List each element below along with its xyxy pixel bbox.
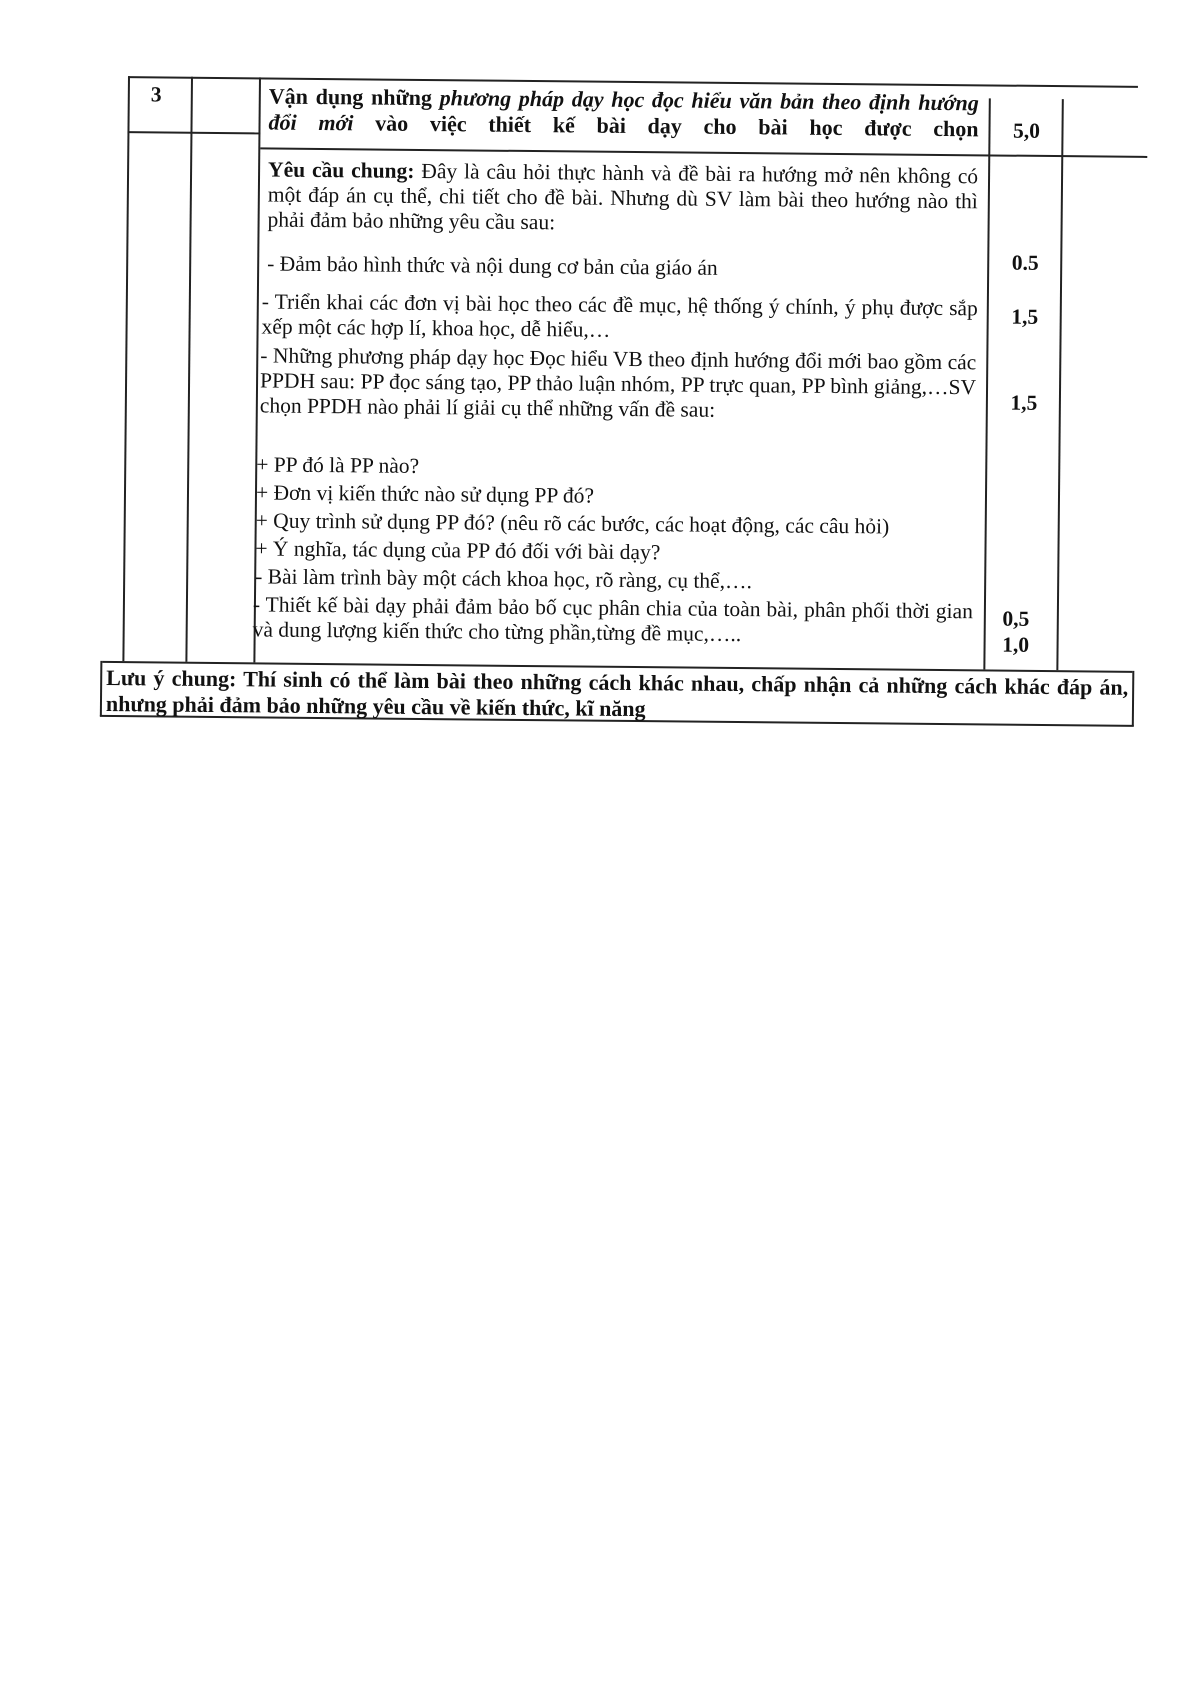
row-divider-left <box>127 131 260 134</box>
criterion-3-score: 1,5 <box>1010 390 1038 415</box>
final-criterion: - Thiết kế bài dạy phải đảm bảo bố cục phân chia của toàn bài, phân phối thời gian và dung lượng kiến thức cho từng phần,từng đề mục,….. <box>252 592 974 647</box>
criterion-2: - Triển khai các đơn vị bài học theo các đề mục, hệ thống ý chính, ý phụ được sắp xếp một các hợp lí, khoa học, dễ hiểu,… <box>261 289 978 342</box>
sub-item-2: + Đơn vị kiến thức nào sử dụng PP đó? <box>255 480 595 508</box>
col-divider-score <box>983 98 990 669</box>
final-score-1: 0,5 <box>1002 606 1030 631</box>
border-right <box>1056 99 1063 670</box>
criterion-2-score: 1,5 <box>1011 304 1039 329</box>
col-divider-1 <box>185 77 192 662</box>
general-note: Lưu ý chung: Thí sinh có thể làm bài theo những cách khác nhau, chấp nhận cả những cách khác đáp án, nhưng phải đảm bảo những yêu cầu về kiến thức, kĩ năng <box>105 664 1129 722</box>
sub-item-5: - Bài làm trình bày một cách khoa học, rõ ràng, cụ thể,…. <box>255 564 753 594</box>
sub-item-1: + PP đó là PP nào? <box>256 452 420 478</box>
row-divider-main <box>260 147 1147 157</box>
sub-item-3: + Quy trình sử dụng PP đó? (nêu rõ các bước, các hoạt động, các câu hỏi) <box>255 508 890 539</box>
total-score: 5,0 <box>1012 118 1041 143</box>
criterion-1-score: 0.5 <box>1011 250 1039 275</box>
general-requirement: Yêu cầu chung: Đây là câu hỏi thực hành và đề bài ra hướng mở nên không có một đáp án cụ thể, chi tiết cho đề bài. Nhưng dù SV làm bài theo hướng nào thì phải đảm bảo những yêu cầu sau: <box>267 157 979 235</box>
sub-item-4: + Ý nghĩa, tác dụng của PP đó đối với bài dạy? <box>255 536 661 565</box>
note-border-right <box>1132 671 1134 726</box>
answer-table <box>105 76 1129 776</box>
criterion-3: - Những phương pháp dạy học Đọc hiểu VB theo định hướng đổi mới bao gồm các PPDH sau: PP đọc sáng tạo, PP thảo luận nhóm, PP trực quan, PP bình giảng,…SV chọn PPDH nào phải lí giải cụ thể những vấn đề sau: <box>259 343 977 422</box>
question-number: 3 <box>150 82 162 107</box>
criterion-1: - Đảm bảo hình thức và nội dung cơ bản của giáo án <box>267 251 718 280</box>
border-left <box>122 76 129 661</box>
question-title: Vận dụng những phương pháp dạy học đọc hiểu văn bản theo định hướng đổi mới vào việc thiết kế bài dạy cho bài học được chọn <box>268 83 979 142</box>
note-border-left <box>100 661 102 716</box>
final-score-2: 1,0 <box>1002 632 1030 657</box>
